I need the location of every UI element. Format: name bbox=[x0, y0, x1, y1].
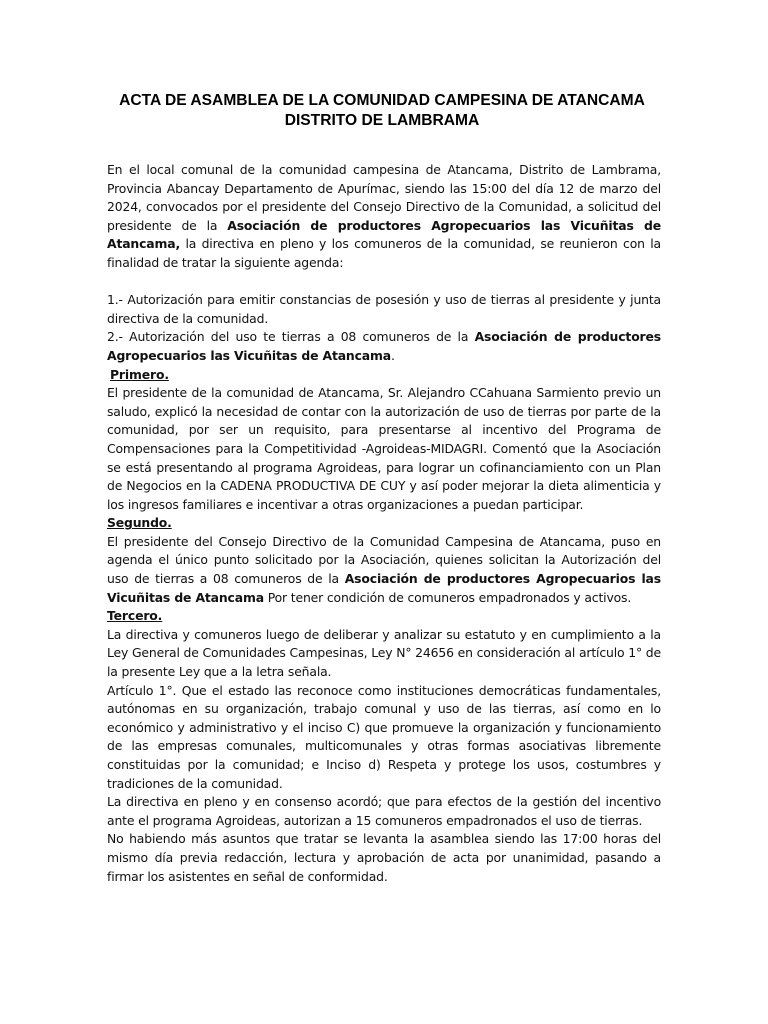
section-heading-primero: Primero. bbox=[110, 366, 169, 382]
segundo-paragraph bbox=[107, 533, 661, 607]
agenda-item-2-end: . bbox=[390, 347, 395, 363]
section-heading-tercero: Tercero. bbox=[107, 608, 163, 624]
segundo-text-1: El presidente del Consejo Directivo de la Comunidad Campesina de Atancama, puso en agenda el único punto solicitado por la Asociación, quienes solicitan la Autorización del uso de tierras a 08 comuneros de la bbox=[107, 533, 661, 587]
tercero-paragraph-3: La directiva en pleno y en consenso acordó; que para efectos de la gestión del incentivo ante el programa Agroideas, autorizan a 15 comuneros empadronados el uso de tierras. bbox=[107, 794, 661, 828]
agenda-item-2-text: 2.- Autorización del uso te tierras a 08 comuneros de la bbox=[107, 329, 475, 345]
segundo-association-name: Asociación de productores Agropecuarios las Vicuñitas de Atancama bbox=[107, 571, 661, 605]
primero-paragraph: El presidente de la comunidad de Atancama, Sr. Alejandro CCahuana Sarmiento previo un saludo, explicó la necesidad de contar con la autorización de uso de tierras por parte de la comunidad, por ser un requisito, para presentarse al incentivo del Programa de Compensaciones para la Competitividad -Agroideas-MIDAGRI. Comentó que la Asociación se está presentando al programa Agroideas, para lograr un cofinanciamiento con un Plan de Negocios en la CADENA PRODUCTIVA DE CUY y así poder mejorar la dieta alimenticia y los ingresos familiares e incentivar a otras organizaciones a puedan participar. bbox=[107, 385, 661, 512]
intro-text-2: la directiva en pleno y los comuneros de la comunidad, se reunieron con la finalidad de tratar la siguiente agenda: bbox=[107, 236, 661, 270]
blank-line bbox=[107, 273, 661, 292]
agenda-item-1: 1.- Autorización para emitir constancias de posesión y uso de tierras al presidente y junta directiva de la comunidad. bbox=[107, 292, 661, 326]
tercero-paragraph-1: La directiva y comuneros luego de deliberar y analizar su estatuto y en cumplimiento a la Ley General de Comunidades Campesinas, Ley N° 24656 en consideración al artículo 1° de la presente Ley que a la letra señala. bbox=[107, 626, 661, 680]
agenda-item-2 bbox=[107, 328, 661, 365]
segundo-text-2: Por tener condición de comuneros empadronados y activos. bbox=[263, 589, 632, 605]
intro-association-name: Asociación de productores Agropecuarios las Vicuñitas de Atancama, bbox=[107, 217, 661, 252]
title-line-2: DISTRITO DE LAMBRAMA bbox=[284, 112, 480, 129]
intro-text-1: En el local comunal de la comunidad campesina de Atancama, Distrito de Lambrama, Provincia Abancay Departamento de Apurímac, siendo las 15:00 del día 12 de marzo del 2024, convocados por el presidente del Consejo Directivo de la Comunidad, a solicitud del presidente de la bbox=[107, 162, 661, 233]
document-page bbox=[107, 91, 661, 886]
title-line-1: ACTA DE ASAMBLEA DE LA COMUNIDAD CAMPESINA DE ATANCAMA bbox=[119, 92, 645, 109]
document-title bbox=[103, 91, 661, 131]
intro-paragraph bbox=[107, 161, 661, 273]
tercero-paragraph-2: Artículo 1°. Que el estado las reconoce como instituciones democráticas fundamentales, autónomas en su organización, trabajo comunal y uso de las tierras, así como en lo económico y administrativo y el inciso C) que promueve la organización y funcionamiento de las empresas comunales, multicomunales y otras formas asociativas libremente constituidas por la comunidad; e Inciso d) Respeta y protege los usos, costumbres y tradiciones de la comunidad. bbox=[107, 682, 661, 791]
closing-paragraph: No habiendo más asuntos que tratar se levanta la asamblea siendo las 17:00 horas del mismo día previa redacción, lectura y aprobación de acta por unanimidad, pasando a firmar los asistentes en señal de conformidad. bbox=[107, 831, 661, 884]
agenda-item-2-association: Asociación de productores Agropecuarios las Vicuñitas de Atancama bbox=[107, 329, 661, 363]
section-heading-segundo: Segundo. bbox=[107, 515, 172, 531]
